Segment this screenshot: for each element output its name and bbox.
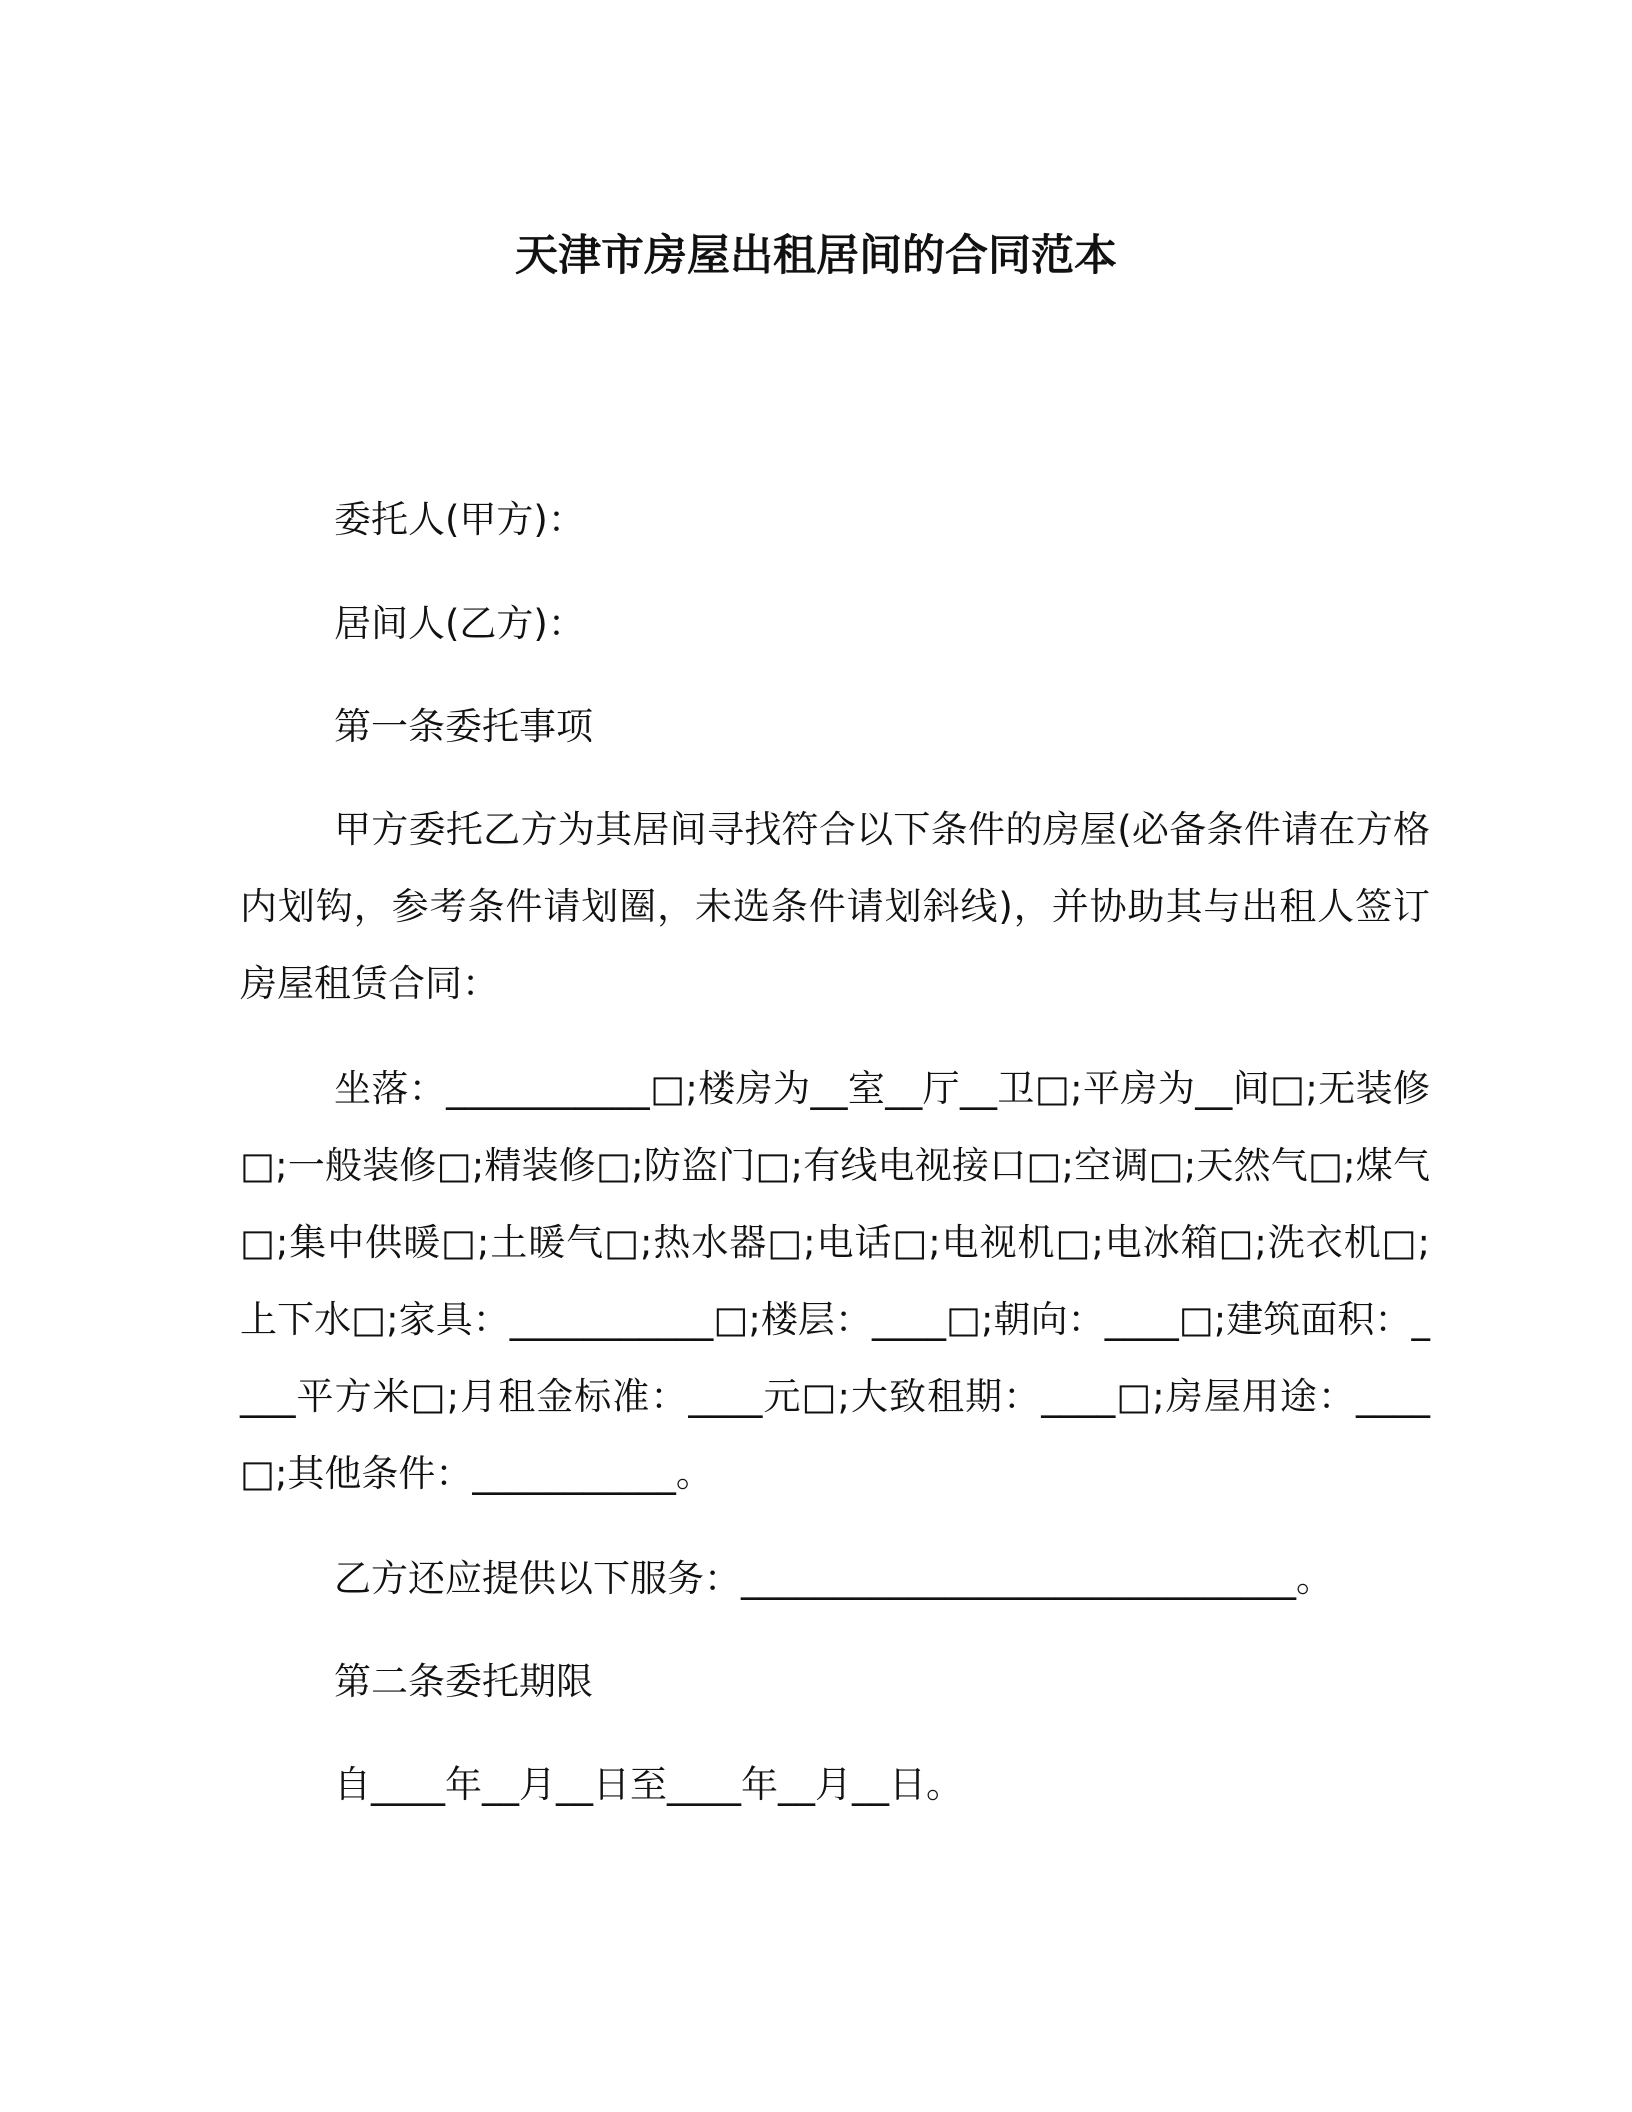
period-line: 自____年__月__日至____年__月__日。 [334,1763,963,1806]
broker-line: 居间人(乙方)： [334,602,585,645]
services-line: 乙方还应提供以下服务：______________________________。 [334,1557,1333,1600]
article1-heading: 第一条委托事项 [334,705,593,748]
article1-intro-paragraph: 甲方委托乙方为其居间寻找符合以下条件的房屋(必备条件请在方格内划钩，参考条件请划圈，未选条件请划斜线)，并协助其与出租人签订房屋租赁合同： [240,808,1430,1005]
conditions-paragraph: 坐落：___________□;楼房为__室__厅__卫□;平房为__间□;无装修□;一般装修□;精装修□;防盗门□;有线电视接口□;空调□;天然气□;煤气□;集中供暖□;土暖气□;热水器□;电话□;电视机□;电冰箱□;洗衣机□;上下水□;家具：___________□;楼层：____□;朝向：____□;建筑面积：____平方米□;月租金标准：____元□;大致租期：____□;房屋用途：____□;其他条件：___________。 [240,1067,1430,1495]
client-line: 委托人(甲方)： [334,498,585,541]
document-title: 天津市房屋出租居间的合同范本 [515,231,1117,281]
article2-heading: 第二条委托期限 [334,1660,593,1703]
